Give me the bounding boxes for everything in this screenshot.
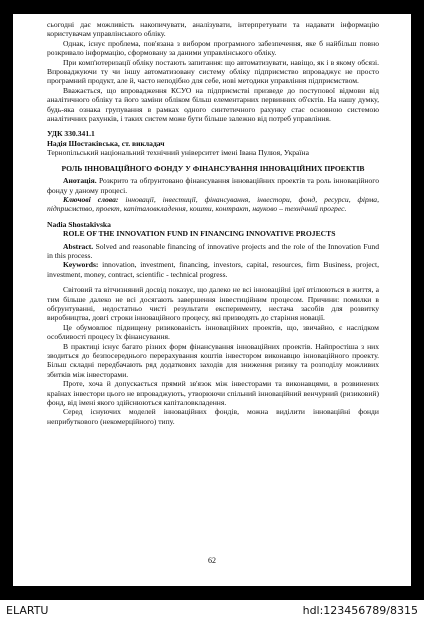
repository-name: ELARTU <box>6 604 49 617</box>
intro-paragraph: Однак, існує проблема, пов'язана з вибором програмного забезпечення, яке б найбільш повно розкривало інформацію, сформовану за даними управлінського обліку. <box>47 38 379 58</box>
title-ua: РОЛЬ ІННОВАЦІЙНОГО ФОНДУ У ФІНАНСУВАННЯ ІННОВАЦІЙНИХ ПРОЕКТІВ <box>61 163 365 173</box>
keywords-ua-text: інновації, інвестиції, фінансування, інвестори, фонд, ресурси, фірма, підприємство, проект, капіталовкладення, кошти, контракт, науково – технічний прогрес. <box>47 194 379 214</box>
author-en: Nadia Shostakivska <box>47 219 111 229</box>
keywords-ua-label: Ключові слова: <box>63 194 119 204</box>
udc-code: УДК 330.341.1 <box>47 129 95 139</box>
keywords-en <box>47 260 379 279</box>
intro-paragraph: сьогодні дає можливість накопичувати, аналізувати, інтерпретувати та надавати інформацію користувачам управлінського обліку. <box>47 20 379 39</box>
title-en: ROLE OF THE INNOVATION FUND IN FINANCING INNOVATIVE PROJECTS <box>63 229 336 239</box>
repository-footer <box>0 600 424 620</box>
annotation <box>47 176 379 195</box>
affiliation: Тернопільський національний технічний університет імені Івана Пулюя, Україна <box>47 148 309 158</box>
author-ua: Надія Шостаківська, ст. викладач <box>47 138 165 148</box>
body-paragraph: Серед існуючих моделей інноваційних фондів, можна виділити інноваційні фонди неприбуткового (некомерційного) типу. <box>47 407 379 426</box>
intro-paragraph: При комп'ютеризації обліку постають запитання: що автоматизувати, навіщо, як і в якому обсязі. Впроваджуючи ту чи іншу автоматизовану систему обліку підприємство впроваджує не просто програмний продукт, але й, часто неподібно для себе, нові методики управління підприємством. <box>47 57 379 86</box>
handle-id: hdl:123456789/8315 <box>302 604 418 617</box>
body-paragraph: Це обумовлює підвищену ризикованість інноваційних проектів, що, звичайно, є наслідком особливості процесу їх фінансування. <box>47 322 379 342</box>
page-number: 62 <box>208 556 216 565</box>
abstract <box>47 242 379 261</box>
annotation-text: Розкрито та обґрунтовано фінансування інноваційних проектів та роль інноваційного фонду у даному процесі. <box>47 176 379 195</box>
abstract-text: Solved and reasonable financing of innovative projects and the role of the Innovation Fund in this process. <box>47 241 379 260</box>
keywords-ua <box>47 195 379 214</box>
abstract-label: Abstract. <box>63 241 94 251</box>
page-content <box>47 20 379 426</box>
keywords-en-label: Keywords: <box>63 260 99 270</box>
keywords-en-text: innovation, investment, financing, investors, capital, resources, firm Business, project, investment, money, contract, scientific - technical progress. <box>47 260 379 279</box>
document-page <box>13 14 411 586</box>
body-paragraph: В практиці існує багато різних форм фінансування інноваційних проектів. Найпростіша з них зводиться до безпосереднього перерахування коштів інвестором виконавцю інноваційного проекту. Більш складні передбачають ряд додаткових заходів для зниження ризику та розподілу можливих збитків між інвесторами. <box>47 341 379 379</box>
annotation-label: Анотація. <box>63 176 97 186</box>
body-paragraph: Світовий та вітчизняний досвід показує, що далеко не всі інноваційні ідеї втілюються в життя, а тим більше далеко не всі досягають завершення інвестиційним процесом. Причини: помилки в обґрунтуванні, недостатньо чисті результати експерименту, нестача засобів для розвитку виробництва, довгі строки інноваційного процесу, які призводять до старіння новації. <box>47 285 379 323</box>
intro-paragraph: Вважається, що впровадження КСУО на підприємстві призведе до поступової відмови від аналітичного обліку та його заміни обліком більш елементарних первинних об'єктів. На нашу думку, будь-яка ознака групування в рамках одного синтетичного рахунку стає основною системою аналітичних рахунків, і таких систем може бути більше залежно від потреб управління. <box>47 85 379 124</box>
body-paragraph: Проте, хоча й допускається прямий зв'язок між інвесторами та виконавцями, в розвинених країнах інвестори цього не впроваджують, утворюючи спільний інноваційний венчурний (ризиковий) фонд, від імені якого здійснюються капіталовкладення. <box>47 379 379 408</box>
